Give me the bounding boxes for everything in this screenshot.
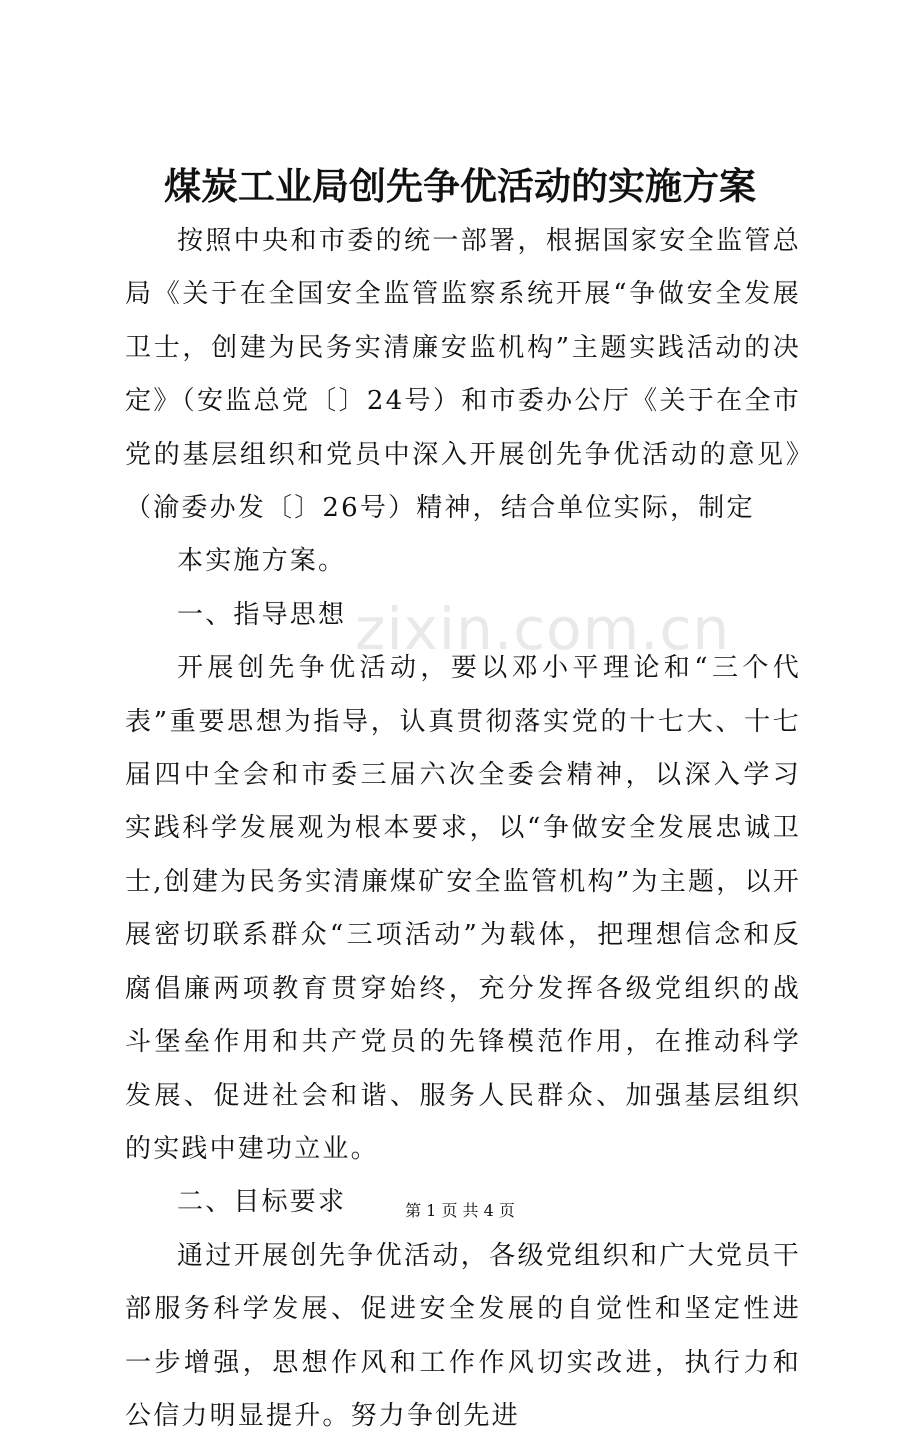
paragraph-guiding-ideology: 开展创先争优活动，要以邓小平理论和“三个代表”重要思想为指导，认真贯彻落实党的十七大、十七届四中全会和市委三届六次全委会精神，以深入学习实践科学发展观为根本要求，以“争做安全发展忠诚卫士,创建为民务实清廉煤矿安全监管机构”为主题，以开展密切联系群众“三项活动”为载体，把理想信念和反腐倡廉两项教育贯穿始终，充分发挥各级党组织的战斗堡垒作用和共产党员的先锋模范作用，在推动科学发展、促进社会和谐、服务人民群众、加强基层组织的实践中建功立业。 bbox=[125, 653, 801, 1164]
paragraph-intro-continued: 本实施方案。 bbox=[177, 546, 347, 577]
document-body bbox=[125, 215, 801, 1443]
paragraph-intro: 按照中央和市委的统一部署，根据国家安全监管总局《关于在全国安全监管监察系统开展“争做安全发展卫士，创建为民务实清廉安监机构”主题实践活动的决定》（安监总党〔〕24号）和市委办公厅《关于在全市党的基层组织和党员中深入开展创先争优活动的意见》（渝委办发〔〕26号）精神，结合单位实际，制定 bbox=[125, 226, 801, 524]
watermark: zixin.com.cn bbox=[355, 595, 731, 663]
paragraph-objectives: 通过开展创先争优活动，各级党组织和广大党员干部服务科学发展、促进安全发展的自觉性和坚定性进一步增强，思想作风和工作作风切实改进，执行力和公信力明显提升。努力争创先进 bbox=[125, 1240, 801, 1431]
heading-guiding-ideology: 一、指导思想 bbox=[177, 599, 347, 630]
heading-objectives: 二、目标要求 bbox=[177, 1187, 347, 1218]
page-footer: 第 1 页 共 4 页 bbox=[405, 1201, 515, 1220]
document-title: 煤炭工业局创先争优活动的实施方案 bbox=[164, 164, 756, 208]
